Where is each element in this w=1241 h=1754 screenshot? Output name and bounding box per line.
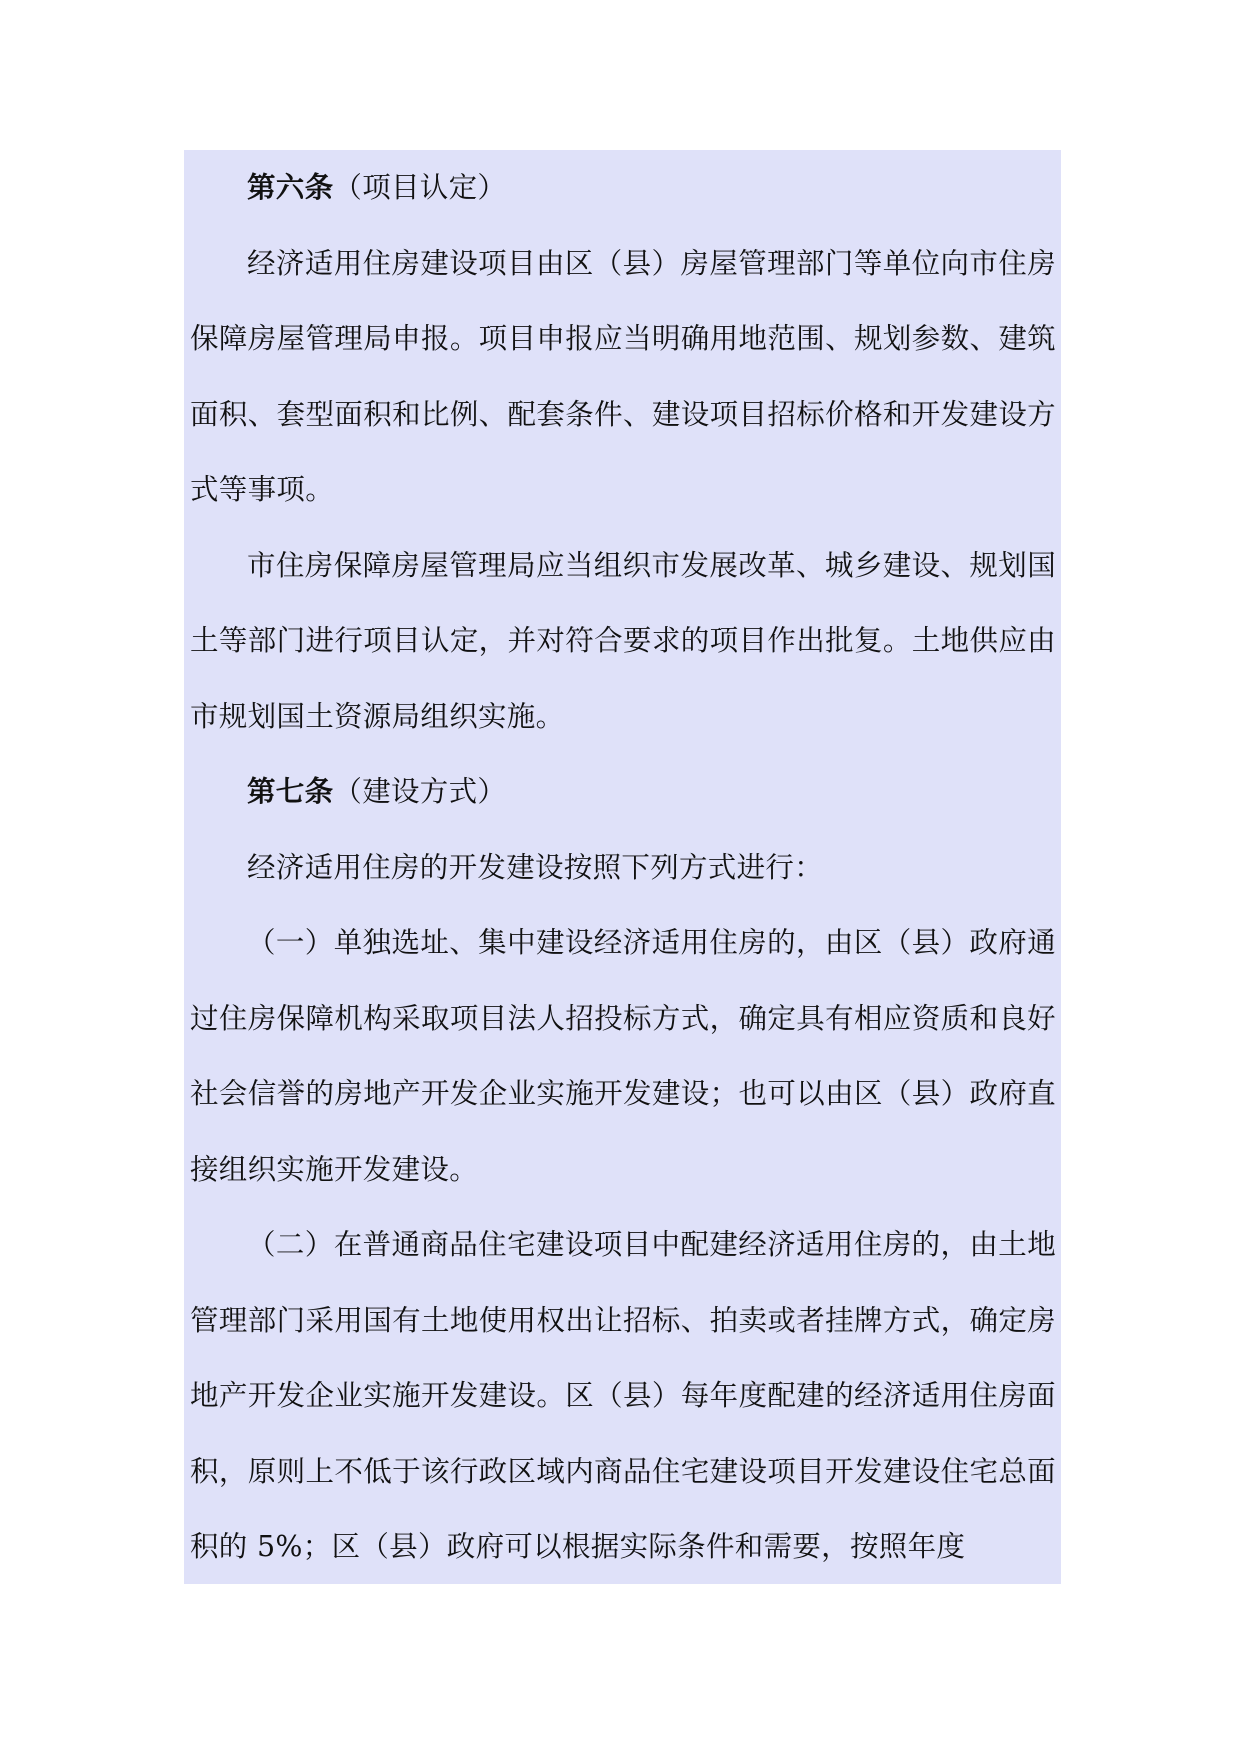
article-subtitle: （建设方式） (333, 775, 507, 808)
article-heading (190, 754, 1056, 830)
article-title: 第六条 (247, 171, 334, 204)
document-page (184, 150, 1061, 1584)
article-paragraph: 经济适用住房的开发建设按照下列方式进行： (247, 850, 824, 884)
article-paragraph: （二）在普通商品住宅建设项目中配建经济适用住房的，由土地管理部门采用国有土地使用权出让招标、拍卖或者挂牌方式，确定房地产开发企业实施开发建设。区（县）每年度配建的经济适用住房面积，原则上不低于该行政区域内商品住宅建设项目开发建设住宅总面积的 5%；区（县）政府可以根据实际条件和需要，按照年度 (190, 1228, 1056, 1563)
article-title: 第七条 (247, 775, 334, 808)
article-paragraph: （一）单独选址、集中建设经济适用住房的，由区（县）政府通过住房保障机构采取项目法人招投标方式，确定具有相应资质和良好社会信誉的房地产开发企业实施开发建设；也可以由区（县）政府直接组织实施开发建设。 (190, 926, 1056, 1186)
article-heading (190, 150, 1056, 226)
article-paragraph: 经济适用住房建设项目由区（县）房屋管理部门等单位向市住房保障房屋管理局申报。项目申报应当明确用地范围、规划参数、建筑面积、套型面积和比例、配套条件、建设项目招标价格和开发建设方式等事项。 (190, 246, 1056, 506)
article-paragraph: 市住房保障房屋管理局应当组织市发展改革、城乡建设、规划国土等部门进行项目认定，并对符合要求的项目作出批复。土地供应由市规划国土资源局组织实施。 (190, 548, 1056, 733)
article-subtitle: （项目认定） (333, 171, 507, 204)
document-body (190, 150, 1056, 1585)
